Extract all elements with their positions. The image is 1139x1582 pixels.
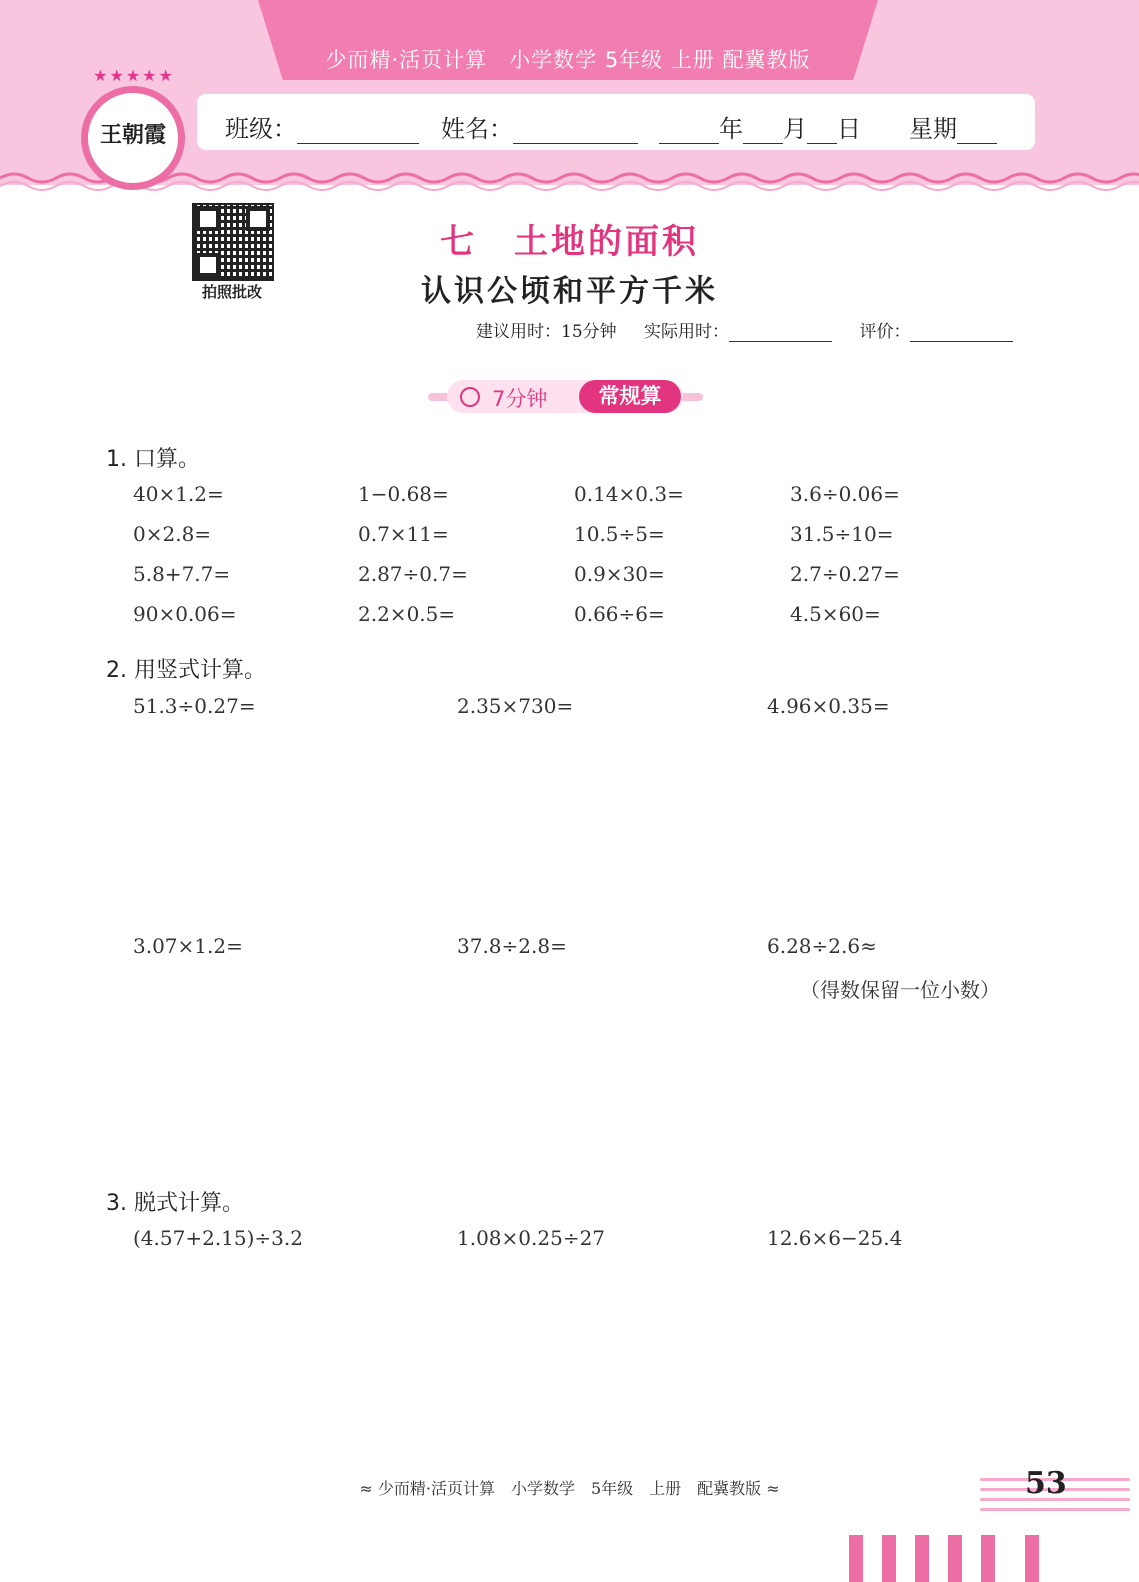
footer-stripe bbox=[849, 1535, 863, 1582]
class-field[interactable] bbox=[225, 109, 419, 144]
evaluation-blank[interactable] bbox=[910, 323, 1013, 342]
q2-expr: 4.96×0.35= bbox=[767, 694, 890, 718]
logo-text: 王朝霞 bbox=[99, 122, 166, 148]
footer-stripe bbox=[948, 1535, 962, 1582]
weekday-blank[interactable] bbox=[957, 121, 997, 144]
day-blank[interactable] bbox=[807, 121, 837, 144]
question-3-title: 3. 脱式计算。 bbox=[106, 1191, 244, 1216]
q1-expr: 0×2.8= bbox=[133, 522, 212, 546]
question-2-title: 2. 用竖式计算。 bbox=[106, 658, 266, 683]
time-row bbox=[476, 317, 1013, 342]
month-blank[interactable] bbox=[743, 121, 783, 144]
name-blank[interactable] bbox=[513, 121, 638, 144]
suggested-time: 建议用时：15分钟 bbox=[476, 322, 617, 342]
section-type: 常规算 bbox=[579, 380, 681, 413]
q2-expr: 37.8÷2.8= bbox=[457, 934, 567, 958]
q1-expr: 90×0.06= bbox=[133, 602, 237, 626]
weekday-field[interactable] bbox=[909, 109, 997, 144]
q1-expr: 2.2×0.5= bbox=[358, 602, 456, 626]
q1-expr: 40×1.2= bbox=[133, 482, 224, 506]
question-1-title: 1. 口算。 bbox=[106, 447, 200, 472]
footer-stripe bbox=[882, 1535, 896, 1582]
year-label: 年 bbox=[719, 115, 743, 143]
qr-caption: 拍照批改 bbox=[201, 283, 262, 301]
section-time: 7分钟 bbox=[492, 387, 548, 411]
q1-expr: 5.8+7.7= bbox=[133, 562, 231, 586]
q3-expr: (4.57+2.15)÷3.2 bbox=[133, 1226, 303, 1250]
q1-expr: 31.5÷10= bbox=[790, 522, 894, 546]
actual-time-label: 实际用时： bbox=[644, 322, 730, 342]
lesson-title: 认识公顷和平方千米 bbox=[421, 274, 718, 309]
month-label: 月 bbox=[783, 115, 807, 143]
q2-expr: 6.28÷2.6≈ bbox=[767, 934, 877, 958]
logo-stars: ★★★★★ bbox=[93, 66, 175, 85]
class-label: 班级： bbox=[225, 115, 297, 143]
q1-expr: 3.6÷0.06= bbox=[790, 482, 900, 506]
q2-rounding-note: （得数保留一位小数） bbox=[800, 978, 1000, 1002]
footer-stripe bbox=[1025, 1535, 1039, 1582]
q1-expr: 0.14×0.3= bbox=[574, 482, 684, 506]
q1-expr: 1−0.68= bbox=[358, 482, 449, 506]
page-number: 53 bbox=[1025, 1466, 1067, 1501]
name-label: 姓名： bbox=[441, 115, 513, 143]
date-field[interactable] bbox=[659, 109, 861, 144]
q2-expr: 3.07×1.2= bbox=[133, 934, 243, 958]
unit-title: 七 土地的面积 bbox=[440, 222, 699, 262]
q3-expr: 1.08×0.25÷27 bbox=[457, 1226, 606, 1250]
q1-expr: 0.66÷6= bbox=[574, 602, 665, 626]
class-blank[interactable] bbox=[297, 121, 419, 144]
medal-icon bbox=[460, 387, 480, 407]
series-title: 少而精·活页计算 小学数学 5年级 上册 配冀教版 bbox=[325, 48, 811, 72]
year-blank[interactable] bbox=[659, 121, 719, 144]
footer-text: ≈ 少而精·活页计算 小学数学 5年级 上册 配冀教版 ≈ bbox=[359, 1479, 780, 1498]
q1-expr: 2.7÷0.27= bbox=[790, 562, 900, 586]
q2-expr: 2.35×730= bbox=[457, 694, 574, 718]
q1-expr: 2.87÷0.7= bbox=[358, 562, 468, 586]
actual-time-blank[interactable] bbox=[729, 323, 832, 342]
weekday-label: 星期 bbox=[909, 115, 957, 143]
footer-stripe bbox=[915, 1535, 929, 1582]
day-label: 日 bbox=[837, 115, 861, 143]
footer-stripe bbox=[981, 1535, 995, 1582]
q1-expr: 4.5×60= bbox=[790, 602, 881, 626]
q3-expr: 12.6×6−25.4 bbox=[767, 1226, 903, 1250]
q1-expr: 0.7×11= bbox=[358, 522, 449, 546]
evaluation-label: 评价： bbox=[859, 322, 911, 342]
q2-expr: 51.3÷0.27= bbox=[133, 694, 256, 718]
footer-wave bbox=[980, 1508, 1130, 1511]
name-field[interactable] bbox=[441, 109, 638, 144]
q1-expr: 0.9×30= bbox=[574, 562, 665, 586]
q1-expr: 10.5÷5= bbox=[574, 522, 665, 546]
